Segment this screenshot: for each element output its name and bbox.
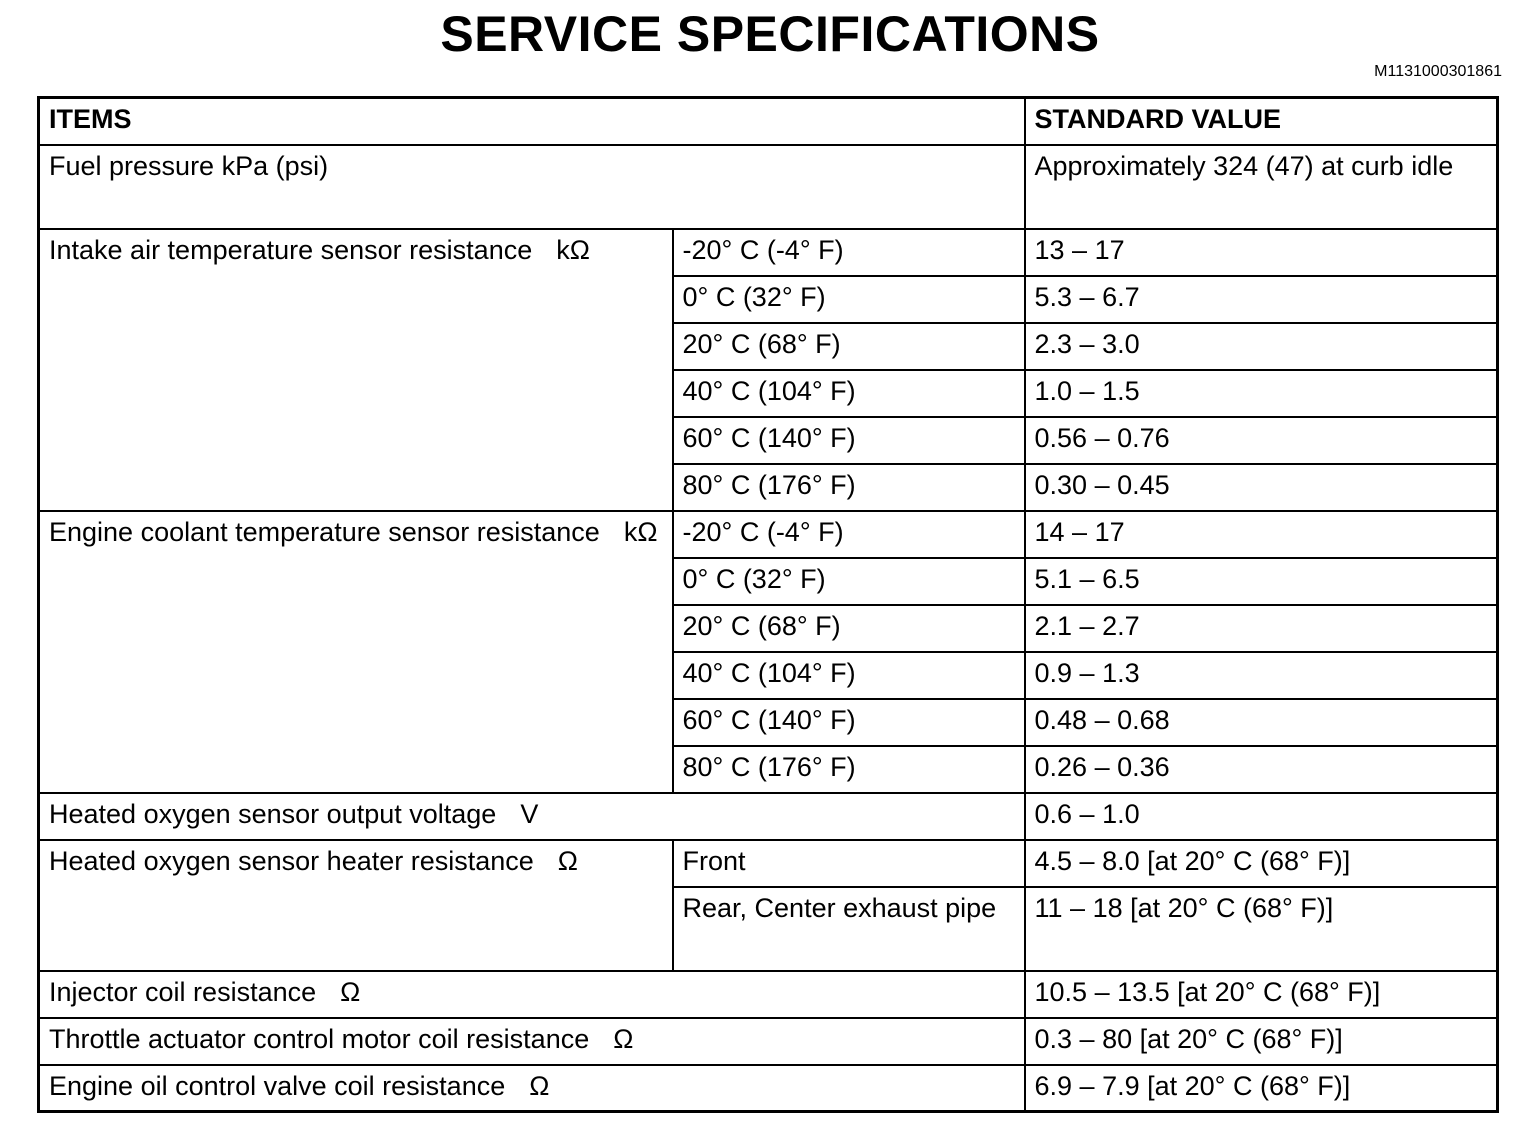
item-engine-coolant-temp-sensor: [39, 511, 673, 793]
header-standard-value: STANDARD VALUE: [1025, 98, 1498, 145]
condition-cell: 60° C (140° F): [673, 699, 1025, 746]
value-cell: 13 – 17: [1025, 229, 1498, 276]
value-cell: 0.30 – 0.45: [1025, 464, 1498, 511]
table-row: [39, 145, 1498, 229]
condition-cell: 0° C (32° F): [673, 276, 1025, 323]
condition-cell: 80° C (176° F): [673, 464, 1025, 511]
item-unit: kΩ: [556, 234, 590, 265]
value-cell: 0.9 – 1.3: [1025, 652, 1498, 699]
value-cell: 2.3 – 3.0: [1025, 323, 1498, 370]
service-specifications-table: [37, 96, 1499, 1113]
condition-cell: Front: [673, 840, 1025, 887]
table-row: [39, 229, 1498, 276]
item-throttle-motor-coil-resistance: [39, 1018, 1025, 1065]
item-label: Engine oil control valve coil resistance: [49, 1070, 506, 1101]
item-label: Injector coil resistance: [49, 976, 317, 1007]
page-title: SERVICE SPECIFICATIONS: [440, 6, 1100, 62]
value-fuel-pressure: Approximately 324 (47) at curb idle: [1025, 145, 1498, 229]
condition-cell: 60° C (140° F): [673, 417, 1025, 464]
value-cell: 4.5 – 8.0 [at 20° C (68° F)]: [1025, 840, 1498, 887]
condition-cell: 80° C (176° F): [673, 746, 1025, 793]
table-row: [39, 840, 1498, 887]
table-row: [39, 511, 1498, 558]
item-label: Heated oxygen sensor output voltage: [49, 798, 497, 829]
value-cell: 6.9 – 7.9 [at 20° C (68° F)]: [1025, 1065, 1498, 1112]
item-unit: kΩ: [623, 516, 658, 547]
table-row: [39, 1018, 1498, 1065]
value-cell: 1.0 – 1.5: [1025, 370, 1498, 417]
value-cell: 11 – 18 [at 20° C (68° F)]: [1025, 887, 1498, 971]
value-cell: 5.3 – 6.7: [1025, 276, 1498, 323]
item-unit: Ω: [613, 1023, 634, 1054]
item-heated-o2-output-voltage: [39, 793, 1025, 840]
header-items: ITEMS: [39, 98, 1025, 145]
table-row: [39, 793, 1498, 840]
condition-cell: Rear, Center exhaust pipe: [673, 887, 1025, 971]
condition-cell: 20° C (68° F): [673, 323, 1025, 370]
condition-cell: 40° C (104° F): [673, 652, 1025, 699]
value-cell: 0.3 – 80 [at 20° C (68° F)]: [1025, 1018, 1498, 1065]
item-intake-air-temp-sensor: [39, 229, 673, 511]
value-cell: 10.5 – 13.5 [at 20° C (68° F)]: [1025, 971, 1498, 1018]
item-heated-o2-heater-resistance: [39, 840, 673, 971]
item-label: Intake air temperature sensor resistance: [49, 234, 533, 265]
value-cell: 14 – 17: [1025, 511, 1498, 558]
condition-cell: -20° C (-4° F): [673, 511, 1025, 558]
condition-cell: 40° C (104° F): [673, 370, 1025, 417]
value-cell: 0.26 – 0.36: [1025, 746, 1498, 793]
table-header-row: [39, 98, 1498, 145]
item-fuel-pressure: Fuel pressure kPa (psi): [39, 145, 1025, 229]
value-cell: 2.1 – 2.7: [1025, 605, 1498, 652]
item-unit: V: [520, 798, 539, 829]
table-row: [39, 1065, 1498, 1112]
item-unit: Ω: [557, 845, 578, 876]
condition-cell: -20° C (-4° F): [673, 229, 1025, 276]
item-label: Engine coolant temperature sensor resistance: [49, 516, 600, 547]
table-row: [39, 971, 1498, 1018]
value-cell: 0.48 – 0.68: [1025, 699, 1498, 746]
value-cell: 0.56 – 0.76: [1025, 417, 1498, 464]
condition-cell: 20° C (68° F): [673, 605, 1025, 652]
value-cell: 0.6 – 1.0: [1025, 793, 1498, 840]
item-oil-control-valve-coil-resistance: [39, 1065, 1025, 1112]
value-cell: 5.1 – 6.5: [1025, 558, 1498, 605]
item-label: Throttle actuator control motor coil resistance: [49, 1023, 590, 1054]
item-label: Heated oxygen sensor heater resistance: [49, 845, 534, 876]
document-code: M1131000301861: [1374, 63, 1502, 80]
condition-cell: 0° C (32° F): [673, 558, 1025, 605]
item-unit: Ω: [340, 976, 361, 1007]
item-injector-coil-resistance: [39, 971, 1025, 1018]
item-unit: Ω: [529, 1070, 550, 1101]
